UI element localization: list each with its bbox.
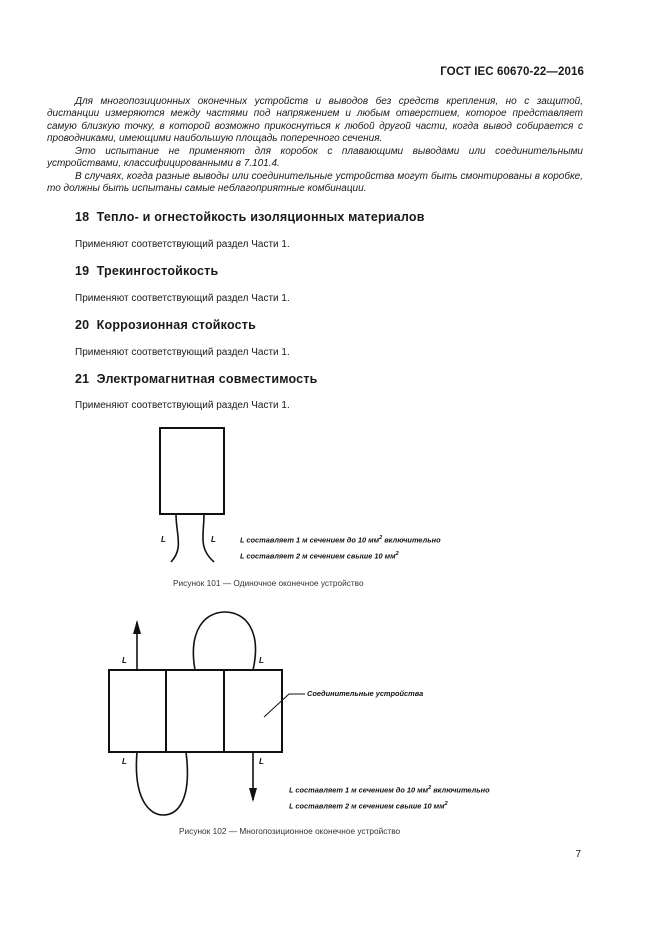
- section-title: Коррозионная стойкость: [96, 318, 256, 332]
- fig102-leader-line: [264, 694, 305, 717]
- fig101-l-right: L: [211, 535, 216, 544]
- section-21-text: Применяют соответствующий раздел Части 1.: [75, 400, 290, 411]
- fig102-l-bottom-left: L: [122, 757, 127, 766]
- fig102-note-2: L составляет 2 м сечением свыше 10 $мм^2$: [289, 801, 448, 811]
- fig102-l-bottom-right: L: [259, 757, 264, 766]
- fig102-l-top-left: L: [122, 656, 127, 665]
- section-title: Электромагнитная совместимость: [96, 372, 318, 386]
- fig102-note-1: L составляет 1 м сечением до 10 $мм^2$ включительно: [289, 785, 490, 795]
- figure-102-caption: Рисунок 102 — Многопозиционное оконечное устройство: [179, 826, 401, 836]
- arrow-down-icon: [249, 788, 257, 802]
- fig102-l-top-right: L: [259, 656, 264, 665]
- section-number: 20: [75, 318, 90, 332]
- fig101-device-box: [160, 428, 224, 514]
- figure-101-caption: Рисунок 101 — Одиночное оконечное устройство: [173, 578, 364, 588]
- fig101-note-1: L составляет 1 м сечением до 10 $мм^2$ включительно: [240, 535, 441, 545]
- intro-paragraph-2: Это испытание не применяют для коробок с плавающими выводами или соединительными устройствами, классифицированными в 7.101.4.: [47, 146, 583, 170]
- page-number: 7: [575, 849, 581, 860]
- section-19-text: Применяют соответствующий раздел Части 1.: [75, 293, 290, 304]
- fig101-left-lead: [171, 514, 178, 562]
- section-20-text: Применяют соответствующий раздел Части 1.: [75, 347, 290, 358]
- fig102-device-box: [109, 670, 282, 752]
- standard-header: ГОСТ IEC 60670-22—2016: [440, 66, 584, 78]
- arrow-up-icon: [133, 620, 141, 634]
- section-title: Тепло- и огнестойкость изоляционных материалов: [96, 210, 425, 224]
- intro-paragraph-1: Для многопозиционных оконечных устройств и выводов без средств крепления, но с защитой, дистанции измеряются между частями под напряжением и любым отверстием, которое представляет самую близкую точку, в которой возможно прикоснуться к любой другой части, когда вывод собирается с проводниками, имеющими наибольшую площадь поперечного сечения.: [47, 96, 583, 145]
- section-number: 19: [75, 264, 90, 278]
- section-title: Трекингостойкость: [96, 264, 219, 278]
- fig102-bottom-loop: [136, 752, 187, 815]
- fig102-top-loop: [193, 612, 255, 670]
- fig101-note-2: L составляет 2 м сечением свыше 10 $мм^2$: [240, 551, 399, 561]
- intro-paragraph-3: В случаях, когда разные выводы или соединительные устройства могут быть смонтированы в коробке, то должны быть испытаны самые неблагоприятные комбинации.: [47, 171, 583, 195]
- section-number: 18: [75, 210, 90, 224]
- fig101-l-left: L: [161, 535, 166, 544]
- fig102-connector-label: Соединительные устройства: [307, 689, 424, 698]
- section-18-text: Применяют соответствующий раздел Части 1.: [75, 239, 290, 250]
- section-number: 21: [75, 372, 90, 386]
